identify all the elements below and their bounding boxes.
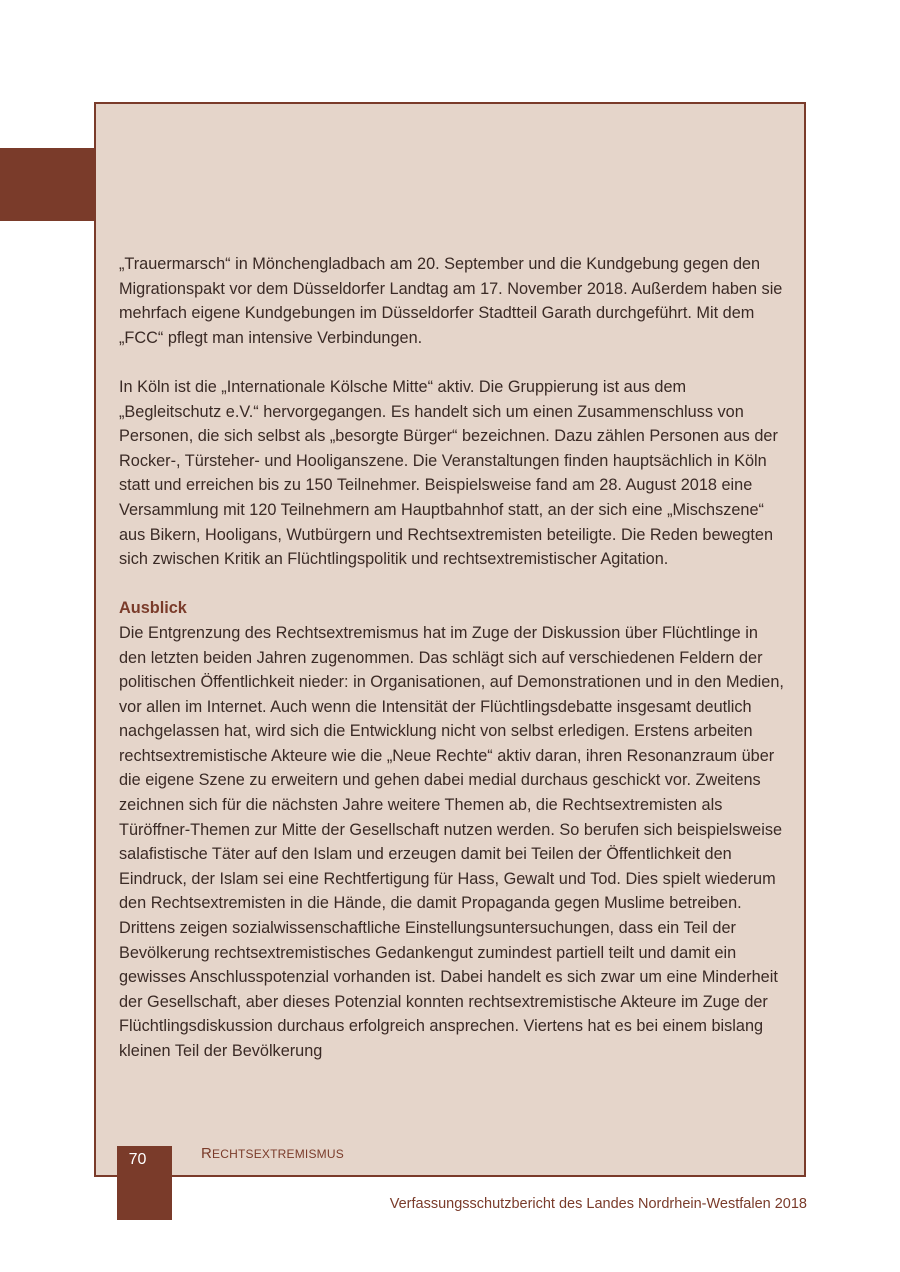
section-label	[201, 1144, 344, 1164]
side-tab-marker	[0, 148, 95, 221]
paragraph: „Trauermarsch“ in Mönchengladbach am 20. September und die Kundgebung gegen den Migrationspakt vor dem Düsseldorfer Landtag am 17. November 2018. Außerdem haben sie mehrfach eigene Kundgebungen im Düsseldorfer Stadtteil Garath durchgeführt. Mit dem „FCC“ pflegt man intensive Verbindungen.	[119, 255, 783, 347]
footer-title: Verfassungsschutzbericht des Landes Nordrhein-Westfalen 2018	[389, 1196, 807, 1212]
body-text	[119, 252, 789, 1064]
page-number: 70	[128, 1151, 147, 1168]
section-label-rest: ECHTSEXTREMISMUS	[212, 1147, 344, 1161]
paragraph: In Köln ist die „Internationale Kölsche Mitte“ aktiv. Die Gruppierung ist aus dem „Begleitschutz e.V.“ hervorgegangen. Es handelt sich um einen Zusammenschluss von Personen, die sich selbst als „besorgte Bürger“ bezeichnen. Dazu zählen Personen aus der Rocker-, Türsteher- und Hooliganszene. Die Veranstaltungen finden hauptsächlich in Köln statt und erreichen bis zu 150 Teilnehmer. Beispielsweise fand am 28. August 2018 eine Versammlung mit 120 Teilnehmern am Hauptbahnhof statt, an der sich eine „Mischszene“ aus Bikern, Hooligans, Wutbürgern und Rechtsextremisten beteiligte. Die Reden bewegten sich zwischen Kritik an Flüchtlingspolitik und rechtsextremistischer Agitation.	[119, 377, 778, 569]
section-body: Die Entgrenzung des Rechtsextremismus hat im Zuge der Diskussion über Flüchtlinge in den letzten beiden Jahren zugenommen. Das schlägt sich auf verschiedenen Feldern der politischen Öffentlichkeit nieder: in Organisationen, auf Demonstrationen und in den Medien, vor allen im Internet. Auch wenn die Intensität der Flüchtlingsdebatte insgesamt deutlich nachgelassen hat, wird sich die Entwicklung nicht von selbst erledigen. Erstens arbeiten rechtsextremistische Akteure wie die „Neue Rechte“ aktiv daran, ihren Resonanzraum über die eigene Szene zu erweitern und gehen dabei medial durchaus geschickt vor. Zweitens zeichnen sich für die nächsten Jahre weitere Themen ab, die Rechtsextremisten als Türöffner-Themen zur Mitte der Gesellschaft nutzen werden. So berufen sich beispielsweise salafistische Täter auf den Islam und erzeugen damit bei Teilen der Öffentlichkeit den Eindruck, der Islam sei eine Rechtfertigung für Hass, Gewalt und Tod. Dies spielt wiederum den Rechtsextremisten in die Hände, die damit Propaganda gegen Muslime betreiben. Drittens zeigen sozialwissenschaftliche Einstellungsuntersuchungen, dass ein Teil der Bevölkerung rechtsextremistisches Gedankengut zumindest partiell teilt und damit ein gewisses Anschlusspotenzial vorhanden ist. Dabei handelt es sich zwar um eine Minderheit der Gesellschaft, aber dieses Potenzial konnten rechtsextremistische Akteure im Zuge der Flüchtlingsdiskussion durchaus erfolgreich ansprechen. Viertens hat es bei einem bislang kleinen Teil der Bevölkerung	[119, 623, 784, 1060]
section-label-initial: R	[201, 1145, 213, 1162]
section-heading: Ausblick	[119, 599, 187, 618]
